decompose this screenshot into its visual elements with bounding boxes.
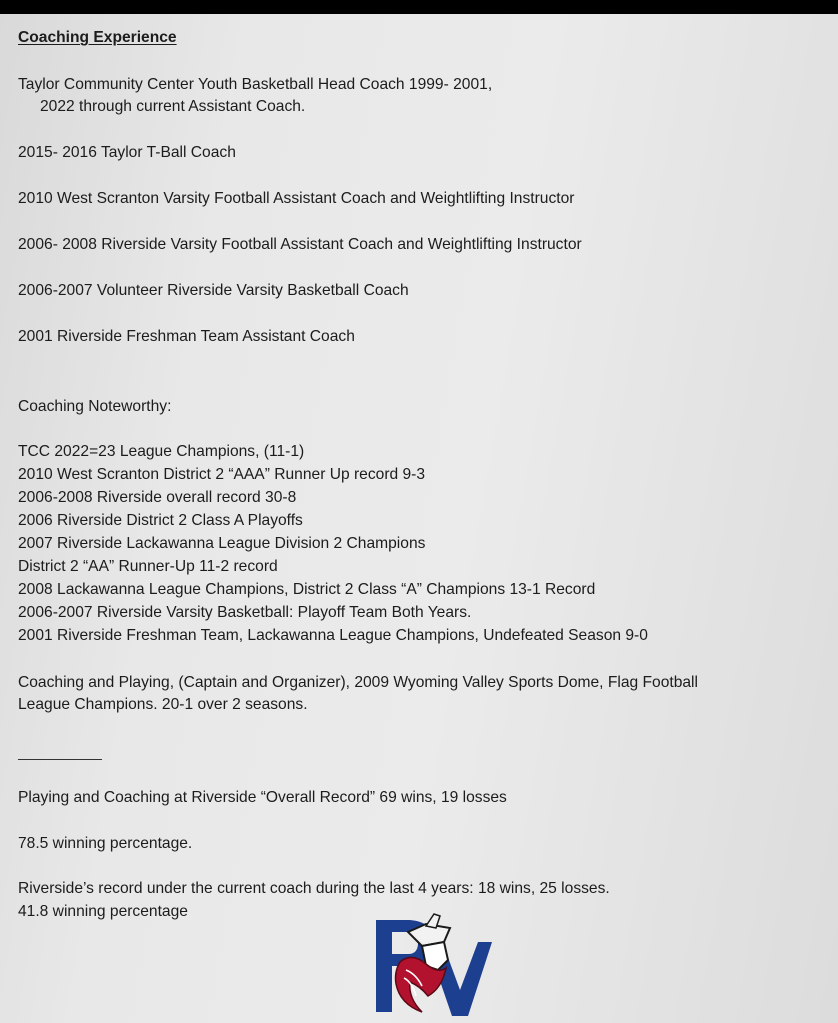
noteworthy-item: 2001 Riverside Freshman Team, Lackawanna League Champions, Undefeated Season 9-0 <box>18 627 648 644</box>
experience-item-taylor-cc: Taylor Community Center Youth Basketball Head Coach 1999- 2001, <box>18 76 493 93</box>
top-black-bar <box>0 0 838 14</box>
experience-item-riverside-freshman: 2001 Riverside Freshman Team Assistant Coach <box>18 328 355 345</box>
current-coach-record: Riverside’s record under the current coach during the last 4 years: 18 wins, 25 losses. <box>18 880 610 897</box>
noteworthy-item: District 2 “AA” Runner-Up 11-2 record <box>18 558 278 575</box>
overall-record: Playing and Coaching at Riverside “Overall Record” 69 wins, 19 losses <box>18 789 507 806</box>
experience-item-riverside-football: 2006- 2008 Riverside Varsity Football Assistant Coach and Weightlifting Instructor <box>18 236 582 253</box>
noteworthy-item: 2006-2008 Riverside overall record 30-8 <box>18 489 297 506</box>
experience-item-west-scranton: 2010 West Scranton Varsity Football Assistant Coach and Weightlifting Instructor <box>18 190 575 207</box>
experience-item-tball: 2015- 2016 Taylor T-Ball Coach <box>18 144 236 161</box>
flag-football-line-2: League Champions. 20-1 over 2 seasons. <box>18 696 308 713</box>
experience-item-riverside-basketball: 2006-2007 Volunteer Riverside Varsity Basketball Coach <box>18 282 409 299</box>
current-coach-percentage: 41.8 winning percentage <box>18 903 188 920</box>
noteworthy-item: 2007 Riverside Lackawanna League Division 2 Champions <box>18 535 426 552</box>
winning-percentage: 78.5 winning percentage. <box>18 835 193 852</box>
riverside-vikings-logo <box>368 912 494 1023</box>
noteworthy-item: 2008 Lackawanna League Champions, District 2 Class “A” Champions 13-1 Record <box>18 581 596 598</box>
section-divider <box>18 759 102 760</box>
flag-football-line-1: Coaching and Playing, (Captain and Organizer), 2009 Wyoming Valley Sports Dome, Flag Football <box>18 674 698 691</box>
noteworthy-item: 2006 Riverside District 2 Class A Playoffs <box>18 512 303 529</box>
noteworthy-item: 2010 West Scranton District 2 “AAA” Runner Up record 9-3 <box>18 466 426 483</box>
experience-item-taylor-cc-continued: 2022 through current Assistant Coach. <box>40 98 306 115</box>
noteworthy-item: TCC 2022=23 League Champions, (11-1) <box>18 443 305 460</box>
noteworthy-item: 2006-2007 Riverside Varsity Basketball: Playoff Team Both Years. <box>18 604 472 621</box>
noteworthy-heading: Coaching Noteworthy: <box>18 398 172 415</box>
page-title: Coaching Experience <box>18 29 177 46</box>
